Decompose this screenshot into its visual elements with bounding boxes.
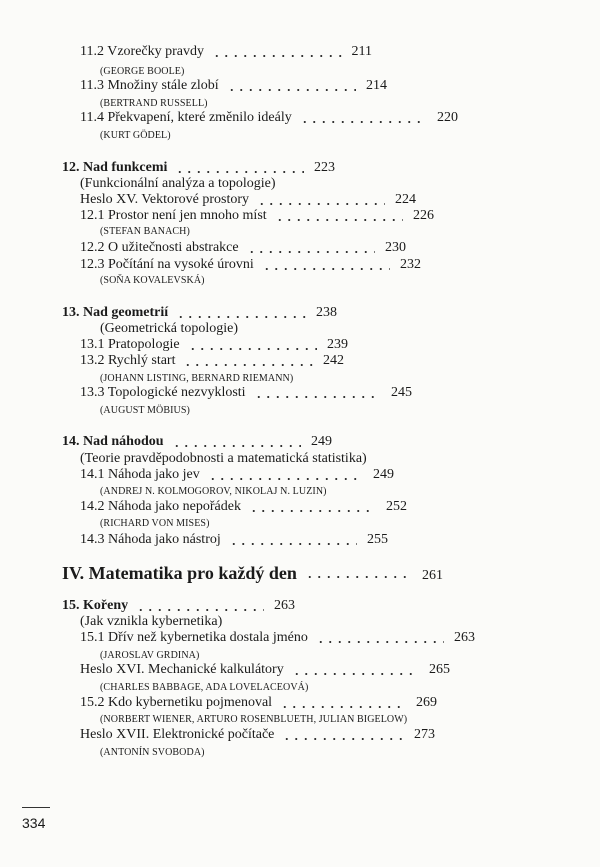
entry-author: (ANDREJ N. KOLMOGOROV, NIKOLAJ N. LUZIN)	[100, 486, 327, 497]
entry-title: 13.2 Rychlý start	[80, 353, 176, 368]
entry-author: (ANTONÍN SVOBODA)	[100, 747, 205, 758]
chapter-entry[interactable]	[62, 434, 332, 450]
entry-page: 265	[429, 662, 450, 677]
entry-title: 12.1 Prostor není jen mnoho míst	[80, 208, 267, 223]
entry-title: 13.1 Pratopologie	[80, 337, 180, 352]
leader-dots	[300, 120, 427, 124]
toc-entry[interactable]	[80, 44, 372, 60]
entry-page: 261	[422, 568, 443, 583]
entry-title: Heslo XVII. Elektronické počítače	[80, 727, 275, 742]
leader-dots	[305, 575, 412, 579]
leader-dots	[229, 542, 357, 546]
chapter-title: 13. Nad geometrií	[62, 305, 169, 320]
chapter-subtitle: (Geometrická topologie)	[100, 321, 239, 336]
toc-entry[interactable]	[80, 78, 387, 94]
entry-author: (CHARLES BABBAGE, ADA LOVELACEOVÁ)	[100, 682, 309, 693]
entry-title: 15.1 Dřív než kybernetika dostala jméno	[80, 630, 308, 645]
entry-page: 249	[373, 467, 394, 482]
entry-title: 14.2 Náhoda jako nepořádek	[80, 499, 241, 514]
leader-dots	[257, 202, 385, 206]
entry-author: (SOŇA KOVALEVSKÁ)	[100, 275, 205, 286]
part-title: IV. Matematika pro každý den	[62, 563, 297, 583]
entry-author: (NORBERT WIENER, ARTURO ROSENBLUETH, JULIAN BIGELOW)	[100, 714, 408, 725]
entry-title: 14.1 Náhoda jako jev	[80, 467, 200, 482]
leader-dots	[249, 509, 376, 513]
toc-entry[interactable]	[80, 630, 475, 646]
entry-page: 223	[314, 160, 335, 175]
leader-dots	[208, 477, 363, 481]
leader-dots	[183, 363, 313, 367]
entry-page: 238	[316, 305, 337, 320]
entry-title: 12.2 O užitečnosti abstrakce	[80, 240, 239, 255]
leader-dots	[172, 444, 301, 448]
chapter-subtitle: (Jak vznikla kybernetika)	[80, 614, 223, 629]
chapter-title: 15. Kořeny	[62, 598, 129, 613]
chapter-entry[interactable]	[62, 598, 295, 614]
toc-entry[interactable]	[80, 337, 348, 353]
leader-dots	[136, 608, 264, 612]
entry-title: 14.3 Náhoda jako nástroj	[80, 532, 221, 547]
entry-page: 220	[437, 110, 458, 125]
leader-dots	[212, 54, 341, 58]
entry-title: 12.3 Počítání na vysoké úrovni	[80, 257, 254, 272]
leader-dots	[316, 640, 444, 644]
entry-page: 239	[327, 337, 348, 352]
leader-dots	[176, 315, 306, 319]
entry-page: 245	[391, 385, 412, 400]
leader-dots	[292, 672, 419, 676]
leader-dots	[254, 395, 381, 399]
entry-author: (GEORGE BOOLE)	[100, 66, 185, 77]
leader-dots	[247, 250, 375, 254]
leader-dots	[262, 267, 390, 271]
toc-entry[interactable]	[80, 110, 458, 126]
entry-author: (AUGUST MÖBIUS)	[100, 405, 190, 416]
entry-page: 255	[367, 532, 388, 547]
toc-entry[interactable]	[80, 257, 421, 273]
toc-entry[interactable]	[80, 467, 394, 483]
leader-dots	[188, 347, 317, 351]
toc-entry[interactable]	[80, 662, 450, 678]
entry-author: (BERTRAND RUSSELL)	[100, 98, 208, 109]
chapter-entry[interactable]	[62, 160, 335, 176]
entry-page: 242	[323, 353, 344, 368]
entry-author: (JAROSLAV GRDINA)	[100, 650, 200, 661]
footer-rule	[22, 807, 50, 808]
entry-page: 263	[454, 630, 475, 645]
entry-page: 211	[351, 44, 372, 59]
toc-entry[interactable]	[80, 532, 388, 548]
entry-author: (RICHARD VON MISES)	[100, 518, 210, 529]
entry-author: (JOHANN LISTING, BERNARD RIEMANN)	[100, 373, 294, 384]
entry-title: 11.2 Vzorečky pravdy	[80, 44, 205, 59]
page-number: 334	[22, 815, 46, 831]
entry-title: 11.4 Překvapení, které změnilo ideály	[80, 110, 292, 125]
entry-title: Heslo XVI. Mechanické kalkulátory	[80, 662, 284, 677]
entry-page: 224	[395, 192, 416, 207]
entry-page: 252	[386, 499, 407, 514]
leader-dots	[282, 737, 404, 741]
chapter-title: 14. Nad náhodou	[62, 434, 164, 449]
entry-title: 15.2 Kdo kybernetiku pojmenoval	[80, 695, 273, 710]
entry-title: 11.3 Množiny stále zlobí	[80, 78, 219, 93]
chapter-subtitle: (Teorie pravděpodobnosti a matematická statistika)	[80, 451, 367, 466]
entry-page: 214	[366, 78, 387, 93]
leader-dots	[175, 170, 304, 174]
entry-page: 273	[414, 727, 435, 742]
toc-entry[interactable]	[80, 192, 416, 208]
part-entry[interactable]	[62, 563, 443, 583]
entry-page: 232	[400, 257, 421, 272]
entry-author: (STEFAN BANACH)	[100, 226, 190, 237]
toc-entry[interactable]	[80, 727, 435, 743]
entry-page: 269	[416, 695, 437, 710]
toc-entry[interactable]	[80, 353, 344, 369]
entry-page: 263	[274, 598, 295, 613]
chapter-subtitle: (Funkcionální analýza a topologie)	[80, 176, 276, 191]
toc-entry[interactable]	[80, 240, 406, 256]
toc-entry[interactable]	[80, 695, 437, 711]
entry-title: 13.3 Topologické nezvyklosti	[80, 385, 246, 400]
entry-page: 249	[311, 434, 332, 449]
chapter-title: 12. Nad funkcemi	[62, 160, 168, 175]
entry-page: 226	[413, 208, 434, 223]
toc-entry[interactable]	[80, 385, 412, 401]
entry-title: Heslo XV. Vektorové prostory	[80, 192, 250, 207]
chapter-entry[interactable]	[62, 305, 337, 321]
entry-author: (KURT GÖDEL)	[100, 130, 171, 141]
leader-dots	[227, 88, 356, 92]
entry-page: 230	[385, 240, 406, 255]
toc-entry[interactable]	[80, 208, 434, 224]
toc-entry[interactable]	[80, 499, 407, 515]
leader-dots	[280, 705, 406, 709]
leader-dots	[275, 218, 403, 222]
